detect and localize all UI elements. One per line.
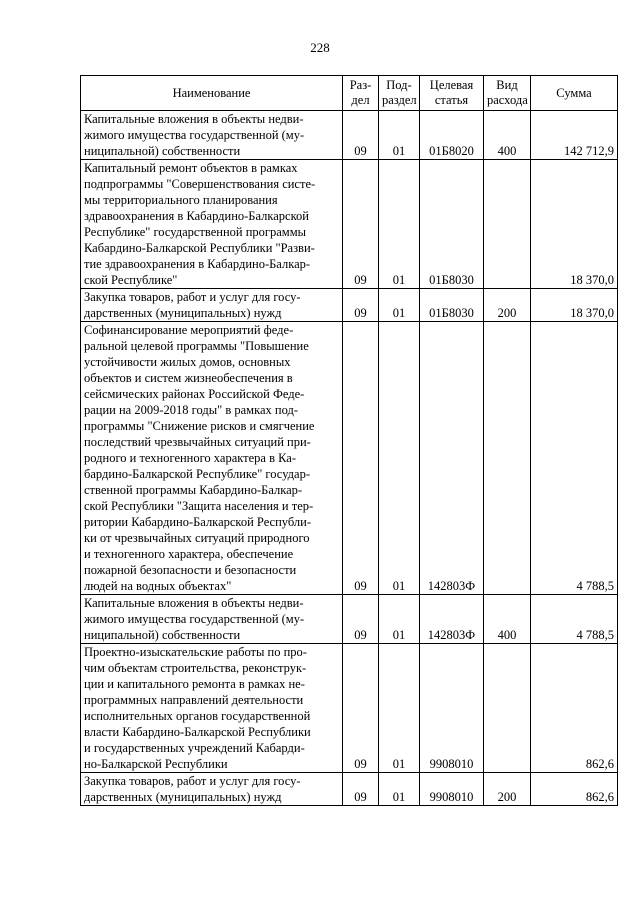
row-podrazdel: 01 — [379, 289, 420, 322]
row-name-line: ской Республики "Защита населения и тер- — [84, 499, 314, 513]
header-target: Целевая статья — [420, 76, 484, 111]
row-name-line: программных направлений деятельности — [84, 693, 304, 707]
row-name-line: жимого имущества государственной (му- — [84, 128, 305, 142]
header-name: Наименование — [81, 76, 343, 111]
row-name-line: сейсмических районах Российской Феде- — [84, 387, 305, 401]
row-name-line: и государственных учреждений Кабарди- — [84, 741, 305, 755]
row-name-line: жимого имущества государственной (му- — [84, 612, 305, 626]
row-target: 142803Ф — [420, 595, 484, 644]
row-name-line: Кабардино-Балкарской Республики "Разви- — [84, 241, 315, 255]
row-expense: 400 — [484, 111, 531, 160]
table-header — [81, 76, 618, 111]
row-name-line: подпрограммы "Совершенствования систе- — [84, 177, 316, 191]
row-expense — [484, 160, 531, 289]
table-row — [81, 111, 618, 160]
row-name-line: ральной целевой программы "Повышение — [84, 339, 309, 353]
row-expense: 200 — [484, 773, 531, 806]
row-name-line: ции и капитального ремонта в рамках не- — [84, 677, 305, 691]
table-row — [81, 773, 618, 806]
row-sum: 142 712,9 — [531, 111, 618, 160]
row-target: 9908010 — [420, 773, 484, 806]
header-sum: Сумма — [531, 76, 618, 111]
row-podrazdel: 01 — [379, 595, 420, 644]
row-name-line: Закупка товаров, работ и услуг для госу- — [84, 774, 301, 788]
row-expense — [484, 644, 531, 773]
table-row — [81, 595, 618, 644]
row-name-line: рации на 2009-2018 годы" в рамках под- — [84, 403, 298, 417]
row-expense: 400 — [484, 595, 531, 644]
header-razdel: Раз- дел — [343, 76, 379, 111]
row-podrazdel: 01 — [379, 773, 420, 806]
row-target: 9908010 — [420, 644, 484, 773]
row-sum: 4 788,5 — [531, 595, 618, 644]
row-name-line: устойчивости жилых домов, основных — [84, 355, 291, 369]
row-razdel: 09 — [343, 595, 379, 644]
row-razdel: 09 — [343, 289, 379, 322]
row-podrazdel: 01 — [379, 111, 420, 160]
row-name-line: Капитальные вложения в объекты недви- — [84, 596, 304, 610]
row-name-line: программы "Снижение рисков и смягчение — [84, 419, 315, 433]
row-expense — [484, 322, 531, 595]
row-sum: 4 788,5 — [531, 322, 618, 595]
row-target: 01Б8030 — [420, 160, 484, 289]
row-target: 01Б8030 — [420, 289, 484, 322]
row-name-line: последствий чрезвычайных ситуаций при- — [84, 435, 311, 449]
row-name-line: бардино-Балкарской Республике" государ- — [84, 467, 310, 481]
row-name-line: Республике" государственной программы — [84, 225, 307, 239]
row-name-line: ниципальной) собственности — [84, 144, 241, 158]
row-name — [81, 322, 343, 595]
row-name-line: исполнительных органов государственной — [84, 709, 311, 723]
row-name — [81, 289, 343, 322]
row-razdel: 09 — [343, 644, 379, 773]
row-name-line: тие здравоохранения в Кабардино-Балкар- — [84, 257, 311, 271]
row-name-line: объектов и систем жизнеобеспечения в — [84, 371, 293, 385]
row-name — [81, 644, 343, 773]
row-sum: 18 370,0 — [531, 289, 618, 322]
budget-table — [80, 75, 618, 806]
table-row — [81, 160, 618, 289]
row-name-line: ственной программы Кабардино-Балкар- — [84, 483, 303, 497]
row-name-line: дарственных (муниципальных) нужд — [84, 790, 282, 804]
header-expense: Вид расхода — [484, 76, 531, 111]
table-row — [81, 322, 618, 595]
row-name-line: ской Республике" — [84, 273, 178, 287]
row-name-line: Софинансирование мероприятий феде- — [84, 323, 294, 337]
row-name-line: Капитальные вложения в объекты недви- — [84, 112, 304, 126]
row-name-line: дарственных (муниципальных) нужд — [84, 306, 282, 320]
row-name-line: но-Балкарской Республики — [84, 757, 228, 771]
row-razdel: 09 — [343, 322, 379, 595]
row-sum: 862,6 — [531, 644, 618, 773]
row-name-line: Закупка товаров, работ и услуг для госу- — [84, 290, 301, 304]
row-razdel: 09 — [343, 111, 379, 160]
row-name — [81, 773, 343, 806]
row-expense: 200 — [484, 289, 531, 322]
table-row — [81, 289, 618, 322]
row-podrazdel: 01 — [379, 160, 420, 289]
table-body — [81, 111, 618, 806]
row-podrazdel: 01 — [379, 322, 420, 595]
row-name-line: пожарной безопасности и безопасности — [84, 563, 297, 577]
row-name-line: власти Кабардино-Балкарской Республики — [84, 725, 311, 739]
row-name-line: Проектно-изыскательские работы по про- — [84, 645, 307, 659]
row-name-line: мы территориального планирования — [84, 193, 278, 207]
row-name-line: чим объектам строительства, реконструк- — [84, 661, 307, 675]
row-target: 142803Ф — [420, 322, 484, 595]
table-row — [81, 644, 618, 773]
row-name-line: родного и техногенного характера в Ка- — [84, 451, 296, 465]
row-name-line: ниципальной) собственности — [84, 628, 241, 642]
row-razdel: 09 — [343, 773, 379, 806]
row-sum: 18 370,0 — [531, 160, 618, 289]
row-sum: 862,6 — [531, 773, 618, 806]
row-name-line: ритории Кабардино-Балкарской Республи- — [84, 515, 312, 529]
row-name — [81, 111, 343, 160]
page-number: 228 — [310, 40, 330, 55]
row-name-line: Капитальный ремонт объектов в рамках — [84, 161, 298, 175]
row-name-line: ки от чрезвычайных ситуаций природного — [84, 531, 310, 545]
row-target: 01Б8020 — [420, 111, 484, 160]
row-name-line: людей на водных объектах" — [84, 579, 232, 593]
row-podrazdel: 01 — [379, 644, 420, 773]
row-name-line: и техногенного характера, обеспечение — [84, 547, 294, 561]
row-name — [81, 160, 343, 289]
row-razdel: 09 — [343, 160, 379, 289]
header-podrazdel: Под- раздел — [379, 76, 420, 111]
row-name — [81, 595, 343, 644]
header-row — [81, 76, 618, 111]
row-name-line: здравоохранения в Кабардино-Балкарской — [84, 209, 309, 223]
